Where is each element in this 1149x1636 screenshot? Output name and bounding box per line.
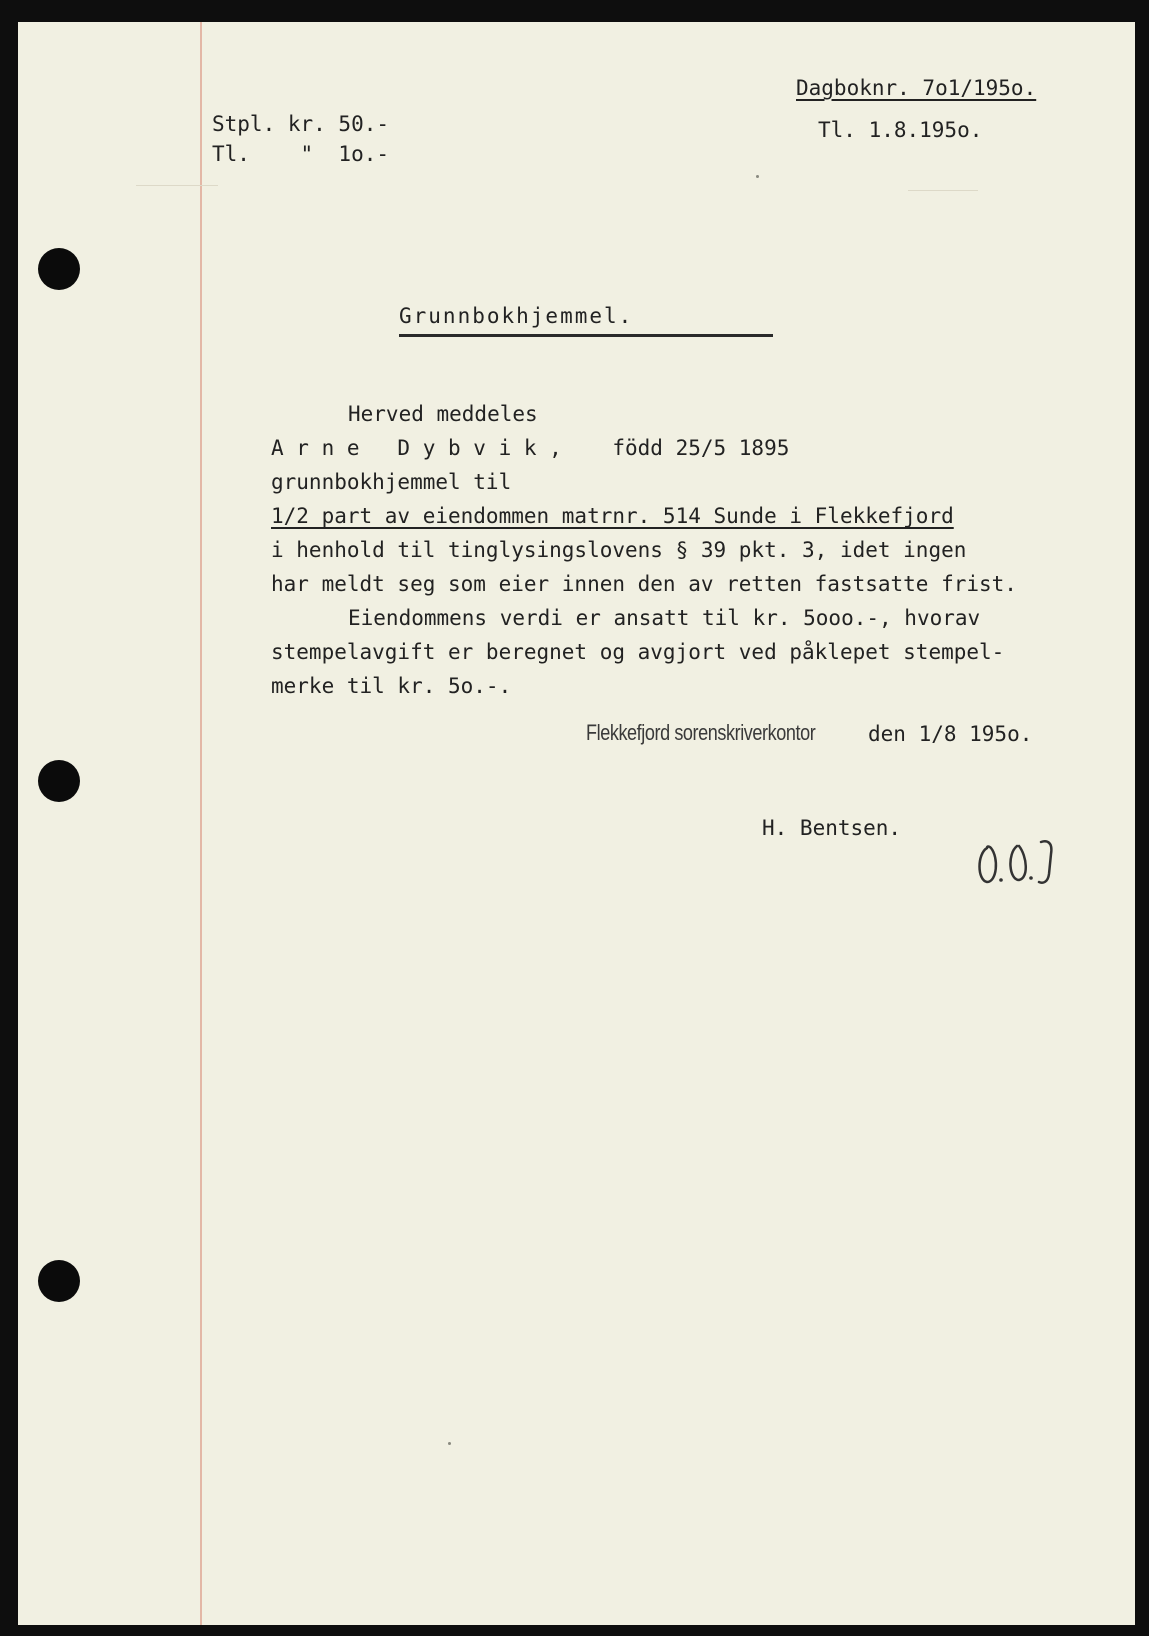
punch-hole <box>38 248 80 290</box>
body-line-3: grunnbokhjemmel til <box>271 470 512 494</box>
body-line-5: i henhold til tinglysingslovens § 39 pkt. 3, idet ingen <box>271 538 967 562</box>
punch-hole <box>38 1260 80 1302</box>
signing-date: den 1/8 195o. <box>868 722 1033 746</box>
body-line-9: merke til kr. 5o.-. <box>271 674 512 698</box>
handwritten-initials <box>973 834 1063 890</box>
document-title: Grunnbokhjemmel. <box>399 304 634 328</box>
tinglysing-date: Tl. 1.8.195o. <box>818 118 983 142</box>
office-stamp: Flekkefjord sorenskriverkontor <box>586 720 816 745</box>
stamp-duty-line: Stpl. kr. 50.- <box>212 112 390 136</box>
document-page <box>18 22 1135 1625</box>
body-line-6: har meldt seg som eier innen den av retten fastsatte frist. <box>271 572 1017 596</box>
body-line-7: Eiendommens verdi er ansatt til kr. 5ooo.-, hvorav <box>348 606 981 630</box>
margin-line <box>200 22 202 1625</box>
signer-name: H. Bentsen. <box>762 816 902 840</box>
body-line-1: Herved meddeles <box>348 402 538 426</box>
body-line-8: stempelavgift er beregnet og avgjort ved påklepet stempel- <box>271 640 1005 664</box>
tl-fee-line: Tl. " 1o.- <box>212 142 390 166</box>
faint-mark <box>136 185 218 186</box>
dagbok-number: Dagboknr. 7o1/195o. <box>796 76 1037 100</box>
faint-mark <box>908 190 978 191</box>
ink-speck <box>448 1442 451 1445</box>
property-line: 1/2 part av eiendommen matrnr. 514 Sunde i Flekkefjord <box>271 504 954 528</box>
punch-hole <box>38 760 80 802</box>
body-line-2: A r n e D y b v i k , född 25/5 1895 <box>271 436 790 460</box>
ink-speck <box>756 175 759 178</box>
title-rule <box>399 334 773 337</box>
